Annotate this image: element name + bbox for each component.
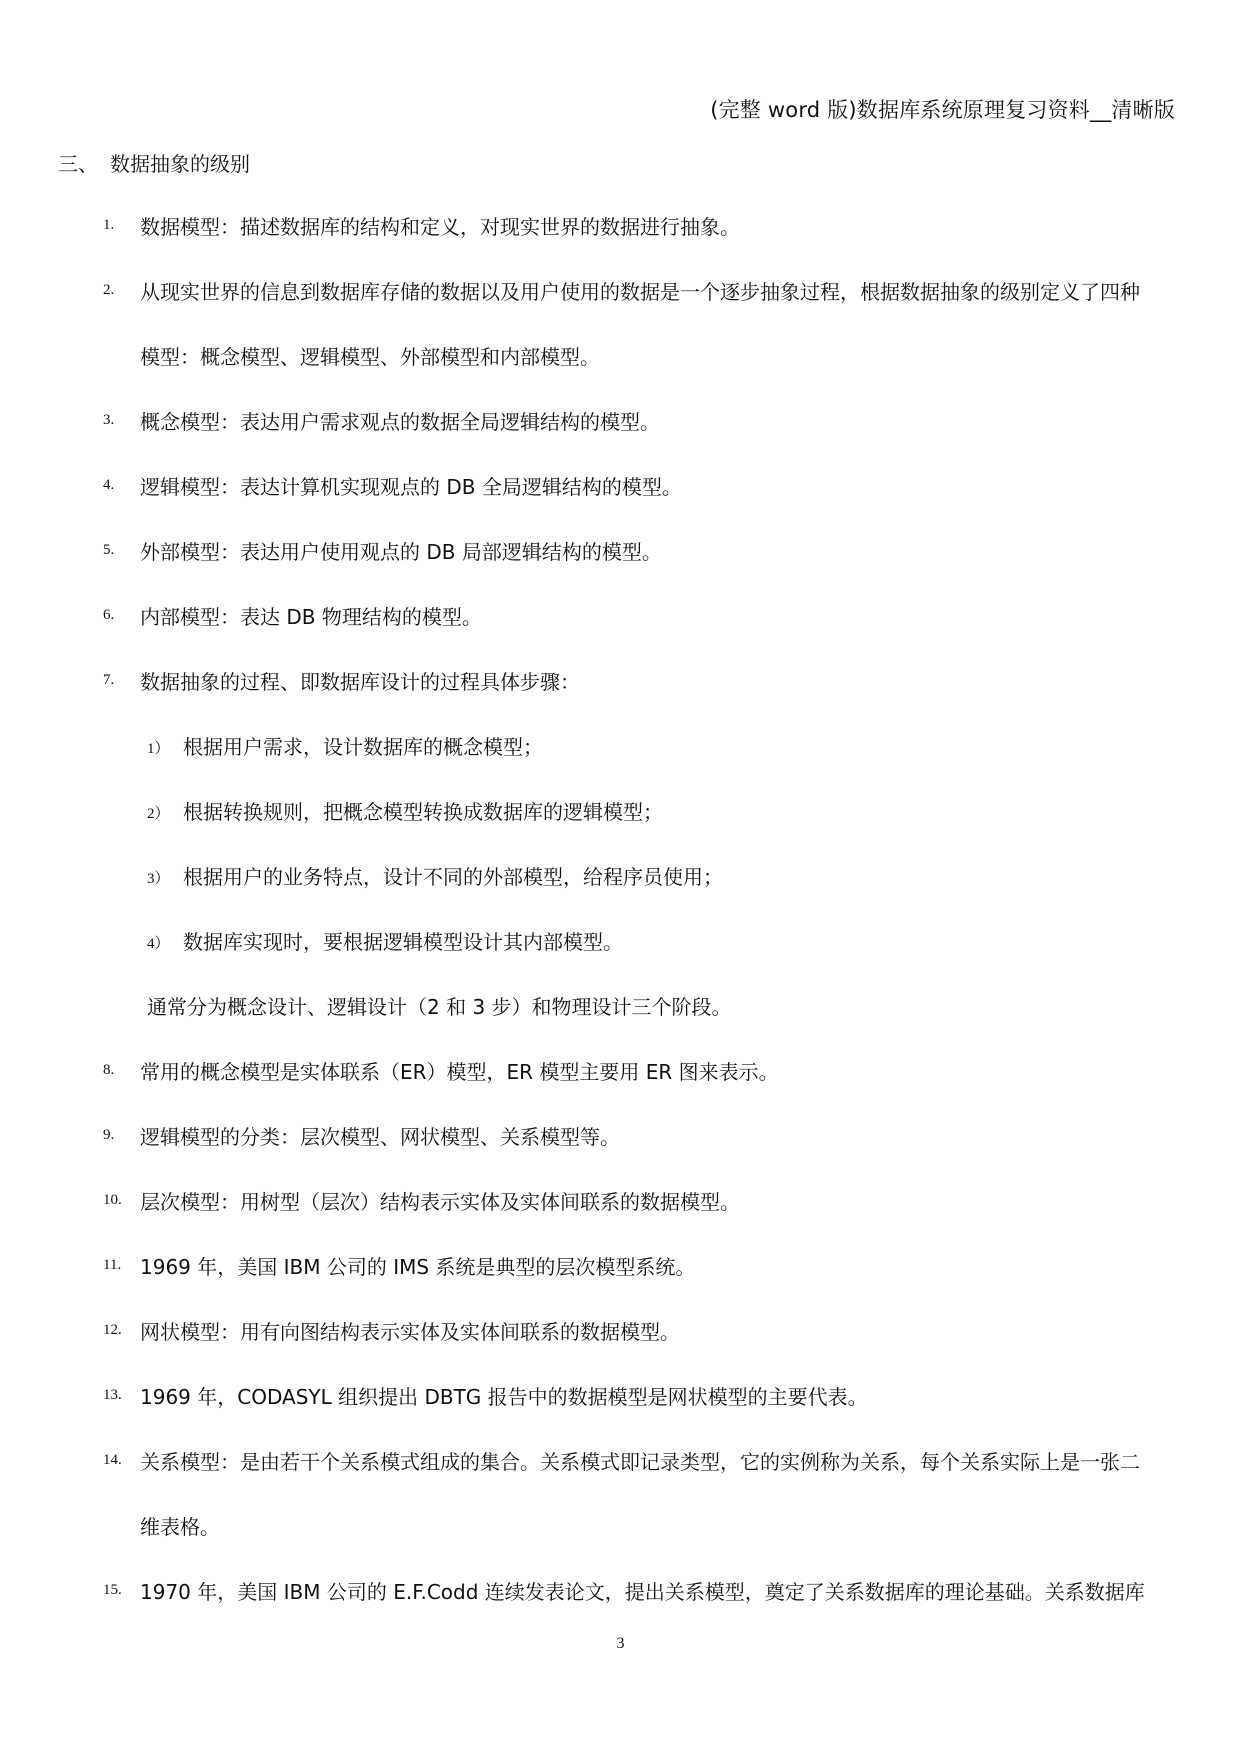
item-number: 9.	[103, 1127, 115, 1143]
item-text: 内部模型：表达 DB 物理结构的模型。	[140, 605, 482, 629]
section-title: 数据抽象的级别	[110, 152, 250, 176]
item-number: 3.	[103, 412, 115, 428]
item-text: 数据模型：描述数据库的结构和定义，对现实世界的数据进行抽象。	[140, 215, 740, 239]
item-number: 15.	[103, 1582, 122, 1598]
item-number: 5.	[103, 542, 115, 558]
item-text: 1970 年，美国 IBM 公司的 E.F.Codd 连续发表论文，提出关系模型，奠定了关系数据库的理论基础。关系数据库	[140, 1580, 1145, 1604]
section-number: 三、	[58, 152, 98, 176]
item-number: 7.	[103, 672, 115, 688]
item-text: 从现实世界的信息到数据库存储的数据以及用户使用的数据是一个逐步抽象过程，根据数据抽象的级别定义了四种	[140, 280, 1140, 304]
item-text: 网状模型：用有向图结构表示实体及实体间联系的数据模型。	[140, 1320, 680, 1344]
item-number: 13.	[103, 1387, 122, 1403]
page-header: (完整 word 版)数据库系统原理复习资料__清晰版	[710, 98, 1175, 122]
step-text: 根据用户需求，设计数据库的概念模型；	[183, 735, 543, 759]
step-number: 3）	[147, 871, 170, 887]
section-heading	[58, 148, 250, 177]
item-number: 11.	[103, 1257, 122, 1273]
item-number: 14.	[103, 1452, 122, 1468]
item-number: 10.	[103, 1192, 122, 1208]
step-text: 根据转换规则，把概念模型转换成数据库的逻辑模型；	[183, 800, 663, 824]
item-text: 外部模型：表达用户使用观点的 DB 局部逻辑结构的模型。	[140, 540, 662, 564]
item-text: 关系模型：是由若干个关系模式组成的集合。关系模式即记录类型，它的实例称为关系，每个关系实际上是一张二	[140, 1450, 1140, 1474]
step-text: 根据用户的业务特点，设计不同的外部模型，给程序员使用；	[183, 865, 723, 889]
item-text: 概念模型：表达用户需求观点的数据全局逻辑结构的模型。	[140, 410, 660, 434]
steps-note: 通常分为概念设计、逻辑设计（2 和 3 步）和物理设计三个阶段。	[147, 995, 732, 1019]
item-text: 层次模型：用树型（层次）结构表示实体及实体间联系的数据模型。	[140, 1190, 740, 1214]
item-text-continued: 维表格。	[140, 1515, 220, 1539]
page-number: 3	[616, 1635, 625, 1652]
item-text: 数据抽象的过程、即数据库设计的过程具体步骤：	[140, 670, 580, 694]
item-text: 1969 年，CODASYL 组织提出 DBTG 报告中的数据模型是网状模型的主要代表。	[140, 1385, 868, 1409]
step-number: 2）	[147, 806, 170, 822]
item-number: 8.	[103, 1062, 115, 1078]
item-text: 常用的概念模型是实体联系（ER）模型，ER 模型主要用 ER 图来表示。	[140, 1060, 779, 1084]
item-text: 逻辑模型：表达计算机实现观点的 DB 全局逻辑结构的模型。	[140, 475, 682, 499]
item-number: 4.	[103, 477, 115, 493]
item-text-continued: 模型：概念模型、逻辑模型、外部模型和内部模型。	[140, 345, 600, 369]
item-text: 逻辑模型的分类：层次模型、网状模型、关系模型等。	[140, 1125, 620, 1149]
item-text: 1969 年，美国 IBM 公司的 IMS 系统是典型的层次模型系统。	[140, 1255, 696, 1279]
step-number: 4）	[147, 936, 170, 952]
item-number: 12.	[103, 1322, 122, 1338]
step-text: 数据库实现时，要根据逻辑模型设计其内部模型。	[183, 930, 623, 954]
item-number: 6.	[103, 607, 115, 623]
item-number: 2.	[103, 282, 115, 298]
step-number: 1）	[147, 741, 170, 757]
item-number: 1.	[103, 217, 115, 233]
